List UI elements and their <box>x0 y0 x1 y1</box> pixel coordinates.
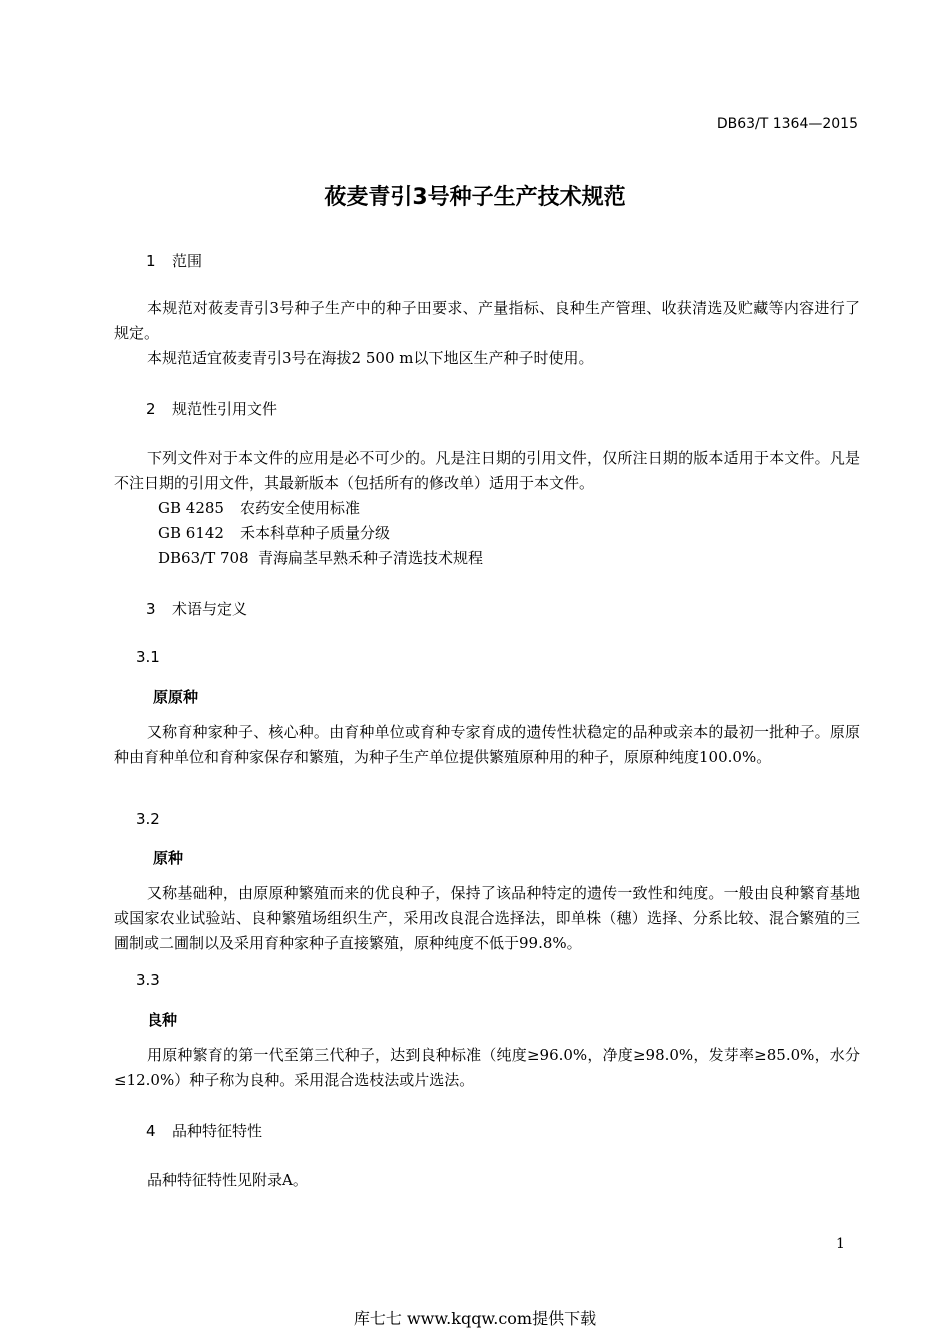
section-4-paragraph-1: 品种特征特性见附录A。 <box>147 1171 308 1189</box>
section-number: 3 <box>146 600 156 618</box>
reference-code: GB 4285 <box>158 499 224 517</box>
section-1-paragraph-1: 本规范对莜麦青引3号种子生产中的种子田要求、产量指标、良种生产管理、收获清选及贮藏等内容进行了规定。 <box>114 299 860 342</box>
term-definition: 又称基础种，由原原种繁殖而来的优良种子，保持了该品种特定的遗传一致性和纯度。一般由良种繁育基地或国家农业试验站、良种繁殖场组织生产，采用改良混合选择法，即单株（穗）选择、分系比较、混合繁殖的三圃制或二圃制以及采用育种家种子直接繁殖，原种纯度不低于99.8%。 <box>114 884 860 952</box>
section-2-paragraph-1: 下列文件对于本文件的应用是必不可少的。凡是注日期的引用文件，仅所注日期的版本适用于本文件。凡是不注日期的引用文件，其最新版本（包括所有的修改单）适用于本文件。 <box>114 449 860 492</box>
section-title: 术语与定义 <box>172 600 248 618</box>
term-number: 3.2 <box>136 810 160 828</box>
reference-title: 青海扁茎早熟禾种子清选技术规程 <box>258 549 484 567</box>
term-definition: 又称育种家种子、核心种。由育种单位或育种专家育成的遗传性状稳定的品种或亲本的最初一批种子。原原种由育种单位和育种家保存和繁殖，为种子生产单位提供繁殖原种用的种子，原原种纯度100.0%。 <box>114 723 860 766</box>
section-1-heading <box>146 250 202 271</box>
section-4-heading <box>146 1120 262 1141</box>
term-name: 良种 <box>147 1011 178 1029</box>
term-name: 原原种 <box>153 688 199 706</box>
section-1-paragraph-2: 本规范适宜莜麦青引3号在海拔2 500 m以下地区生产种子时使用。 <box>147 349 594 367</box>
page-number: 1 <box>836 1236 845 1252</box>
document-number: DB63/T 1364—2015 <box>716 116 858 132</box>
section-number: 1 <box>146 252 156 270</box>
term-number: 3.1 <box>136 648 160 666</box>
reference-item <box>158 497 360 518</box>
reference-code: DB63/T 708 <box>158 549 249 567</box>
reference-item <box>158 522 390 543</box>
section-title: 规范性引用文件 <box>172 400 278 418</box>
reference-title: 禾本科草种子质量分级 <box>240 524 391 542</box>
section-title: 范围 <box>172 252 203 270</box>
document-title: 莜麦青引3号种子生产技术规范 <box>324 185 626 210</box>
section-title: 品种特征特性 <box>172 1122 263 1140</box>
section-number: 2 <box>146 400 156 418</box>
reference-code: GB 6142 <box>158 524 224 542</box>
term-name: 原种 <box>153 849 184 867</box>
section-2-heading <box>146 398 277 419</box>
section-3-heading <box>146 598 247 619</box>
reference-item <box>158 547 483 568</box>
term-definition: 用原种繁育的第一代至第三代种子，达到良种标准（纯度≥96.0%，净度≥98.0%，发芽率≥85.0%，水分≤12.0%）种子称为良种。采用混合选枝法或片选法。 <box>114 1046 860 1089</box>
reference-title: 农药安全使用标准 <box>240 499 361 517</box>
term-number: 3.3 <box>136 971 160 989</box>
footer-watermark: 库七七 www.kqqw.com提供下载 <box>353 1309 597 1328</box>
section-number: 4 <box>146 1122 156 1140</box>
